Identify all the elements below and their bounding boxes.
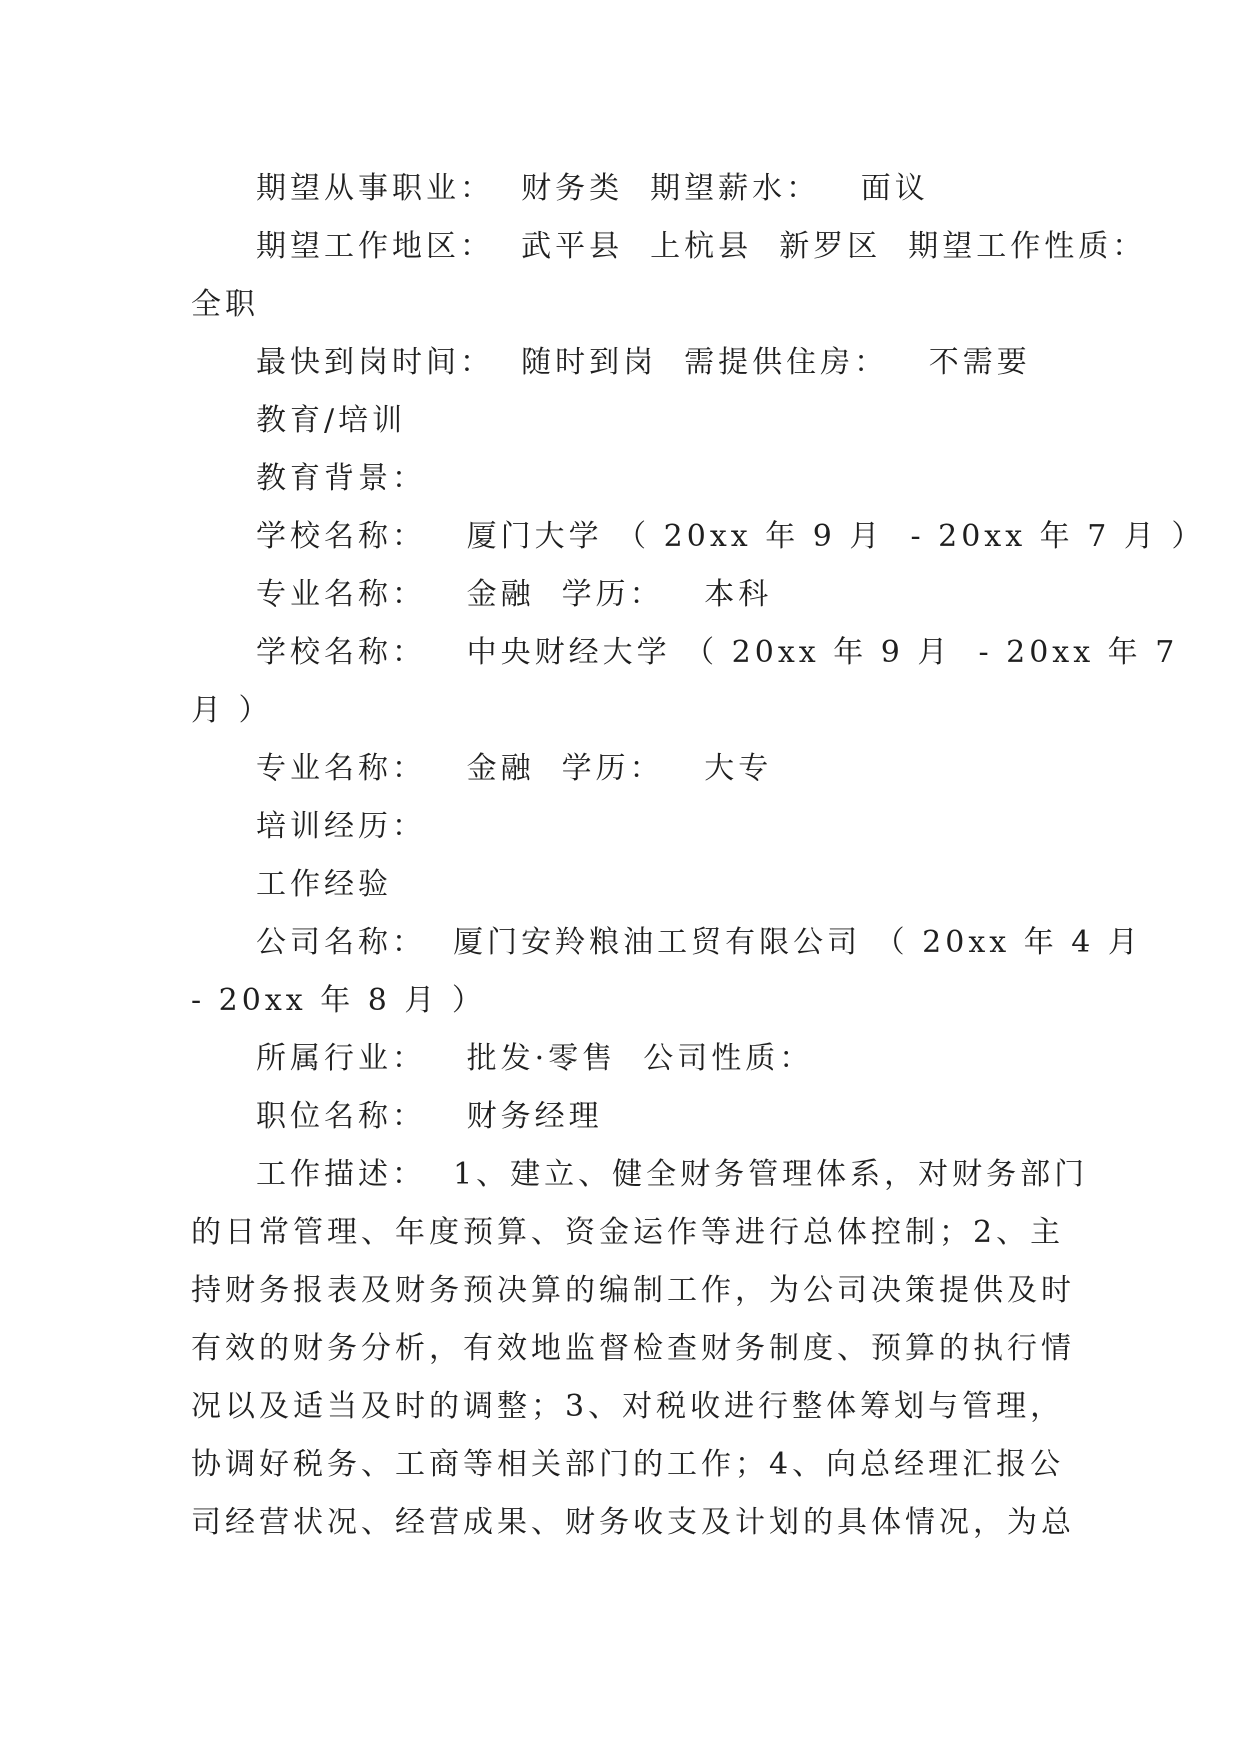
job-nature-line: 全职 (191, 287, 259, 322)
major-line-2: 专业名称： 金融 学历： 大专 (256, 751, 773, 786)
company-line-continued: - 20xx 年 8 月 ） (191, 983, 486, 1018)
work-description-line: 况以及适当及时的调整；3、对税收进行整体筹划与管理， (191, 1389, 1065, 1424)
work-description-line: 持财务报表及财务预决算的编制工作，为公司决策提供及时 (191, 1273, 1075, 1308)
industry-line: 所属行业： 批发·零售 公司性质： (256, 1041, 814, 1076)
work-description-line: 协调好税务、工商等相关部门的工作；4、向总经理汇报公 (191, 1447, 1065, 1482)
work-description-line: 司经营状况、经营成果、财务收支及计划的具体情况，为总 (191, 1505, 1075, 1540)
work-description-line: 工作描述： 1、建立、健全财务管理体系，对财务部门 (256, 1157, 1089, 1192)
training-label: 培训经历： (256, 809, 426, 844)
work-section-title: 工作经验 (256, 867, 392, 902)
position-line: 职位名称： 财务经理 (256, 1099, 603, 1134)
company-line: 公司名称： 厦门安羚粮油工贸有限公司 （ 20xx 年 4 月 (256, 925, 1142, 960)
school-line-1: 学校名称： 厦门大学 （ 20xx 年 9 月 - 20xx 年 7 月 ） (256, 519, 1206, 554)
expected-location-line: 期望工作地区： 武平县 上杭县 新罗区 期望工作性质： (256, 229, 1147, 264)
resume-content (191, 160, 1206, 1552)
education-background-label: 教育背景： (256, 461, 426, 496)
start-time-line: 最快到岗时间： 随时到岗 需提供住房： 不需要 (256, 345, 1031, 380)
work-description-line: 有效的财务分析，有效地监督检查财务制度、预算的执行情 (191, 1331, 1075, 1366)
school-line-2-continued: 月 ） (191, 693, 273, 728)
school-line-2: 学校名称： 中央财经大学 （ 20xx 年 9 月 - 20xx 年 7 (256, 635, 1179, 670)
major-line-1: 专业名称： 金融 学历： 本科 (256, 577, 773, 612)
expected-occupation-line: 期望从事职业： 财务类 期望薪水： 面议 (256, 171, 929, 206)
education-section-title: 教育/培训 (256, 403, 407, 438)
work-description-line: 的日常管理、年度预算、资金运作等进行总体控制；2、主 (191, 1215, 1065, 1250)
